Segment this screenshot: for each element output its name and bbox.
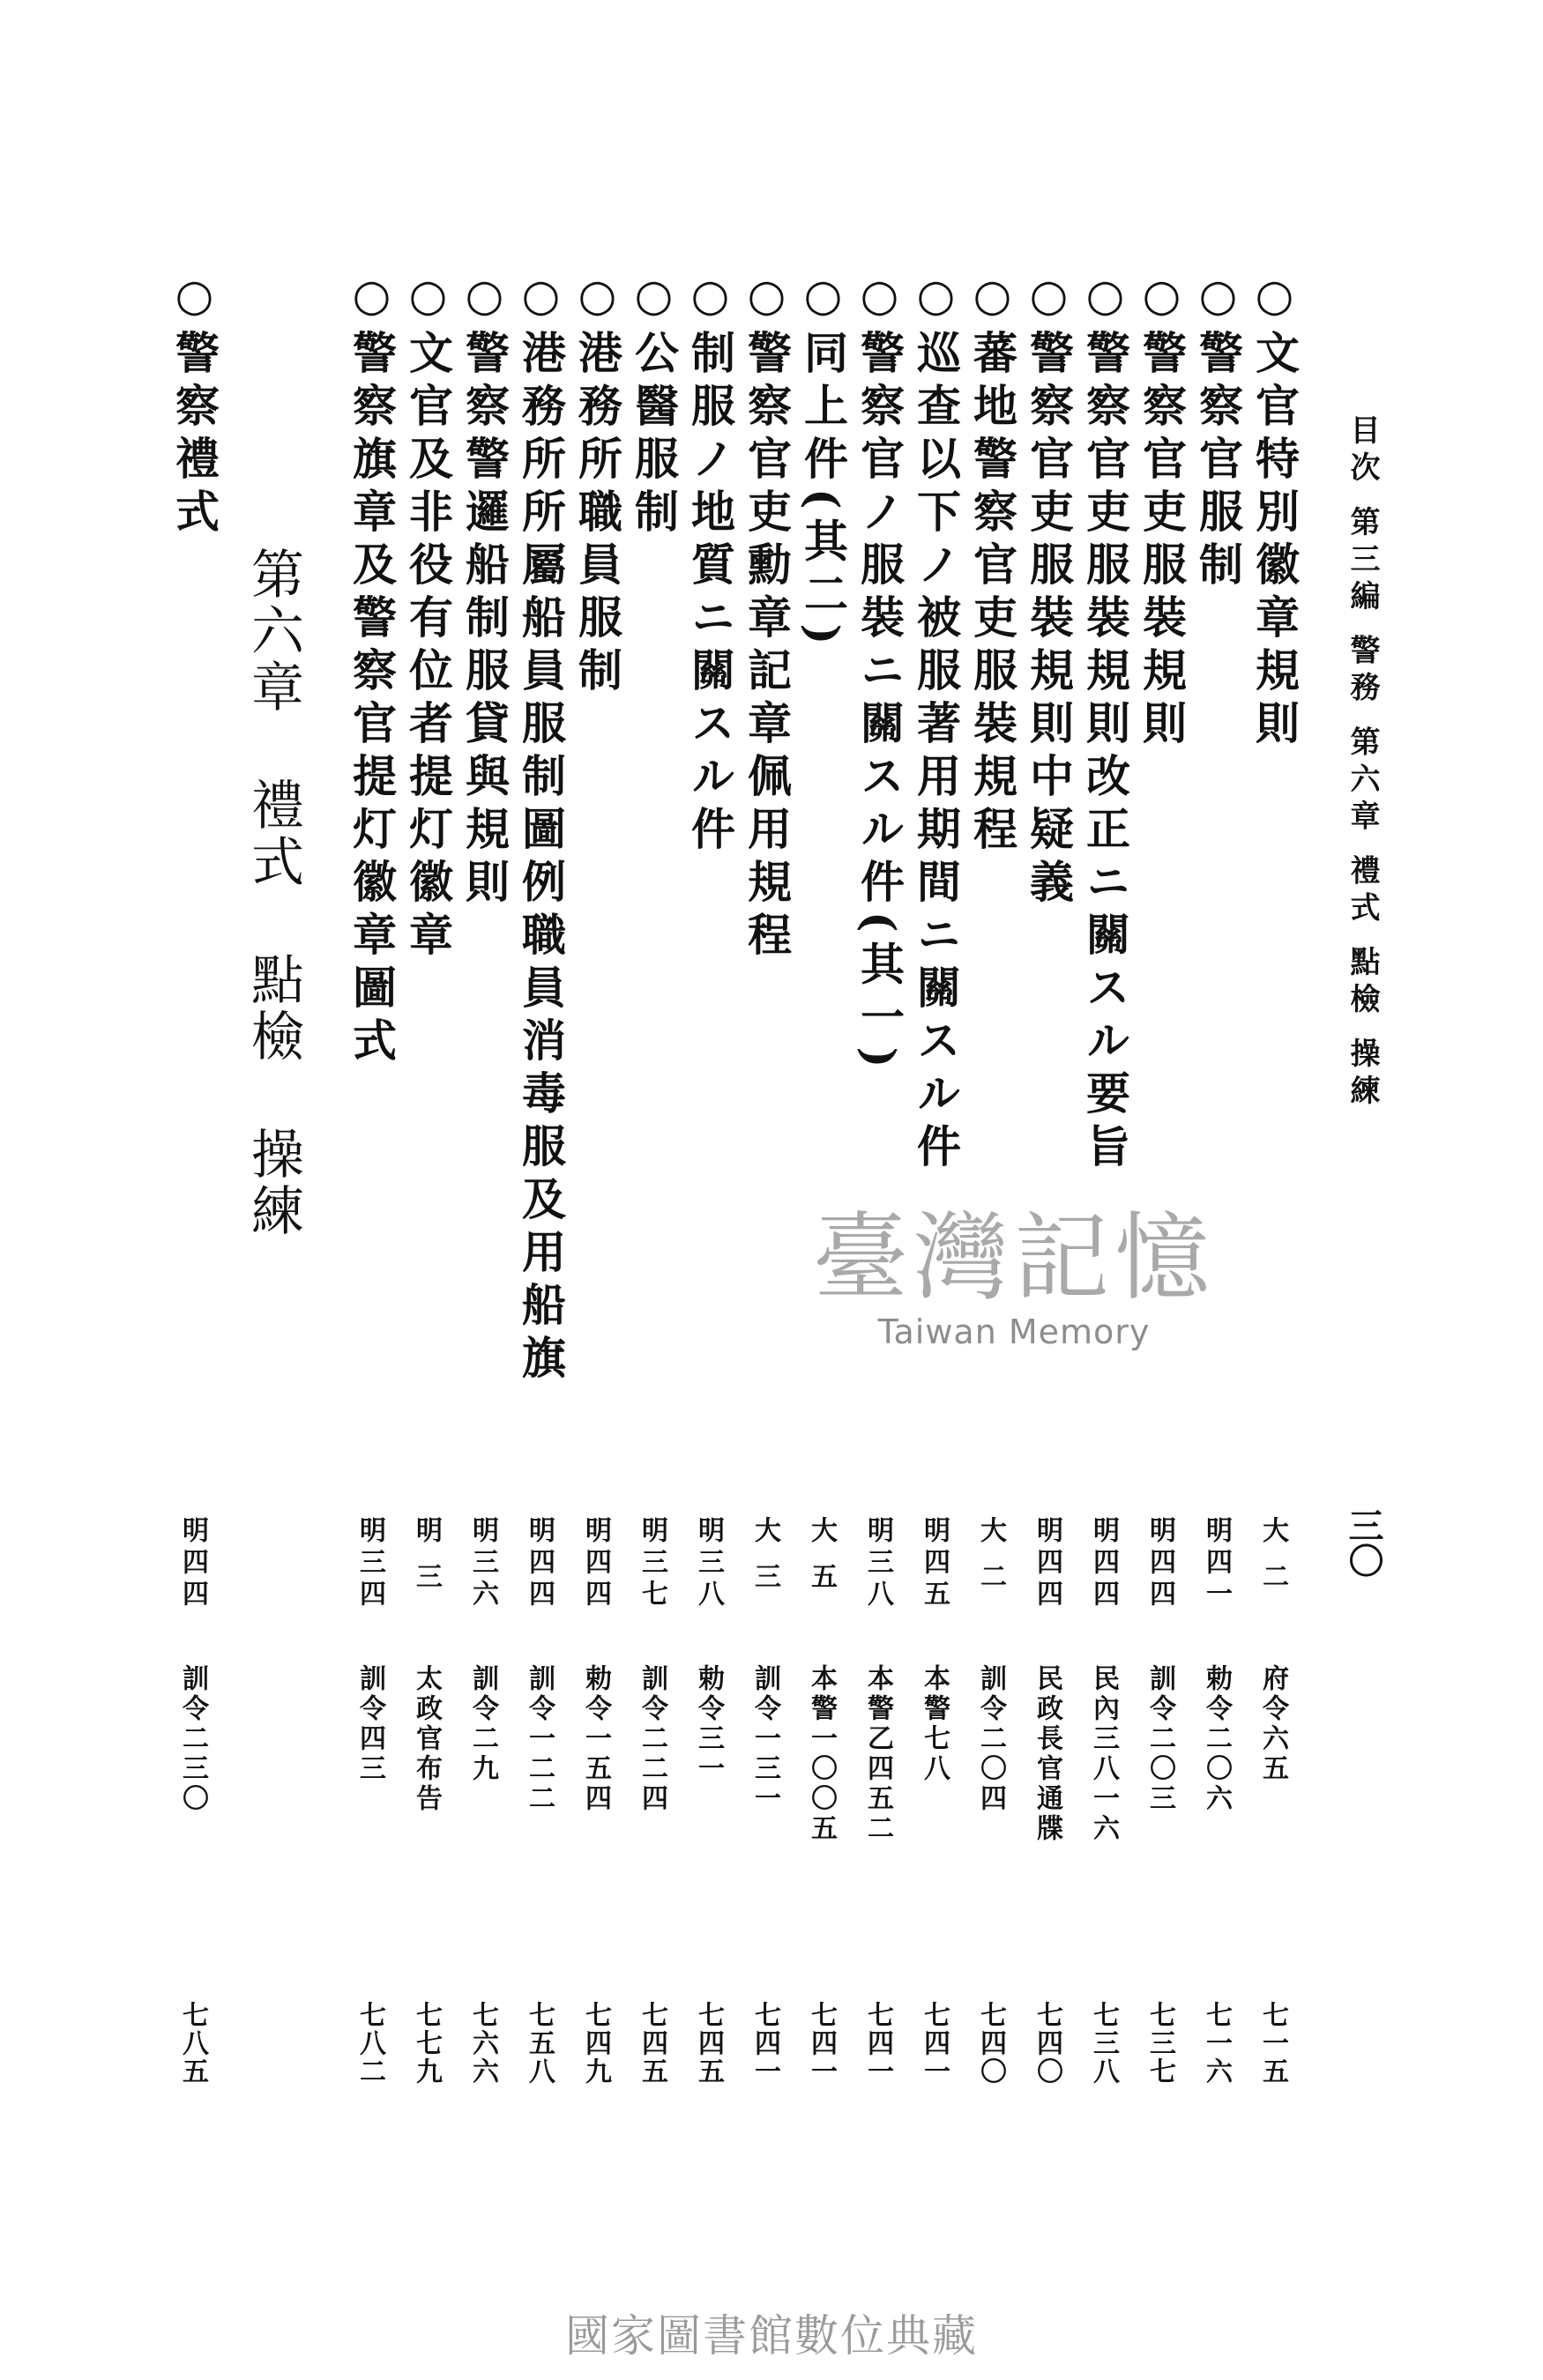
entry-era: 明三八 [862, 1516, 893, 1611]
entry-law: 勅令二〇六 [1201, 1664, 1232, 1814]
entry-page: 七四五 [693, 2001, 724, 2086]
entry-title: ○警察官吏服裝規則 [1136, 269, 1188, 753]
entry-page: 七五八 [524, 2001, 555, 2086]
entry-page: 七四五 [637, 2001, 667, 2086]
chapter-number: 第六章 [242, 547, 304, 716]
chapter-topic: 禮式 [242, 777, 304, 890]
chapter-heading [242, 547, 304, 1301]
entry-title: ○巡查以下ノ被服著用期間ニ關スル件 [910, 269, 962, 1176]
entry-era: 明四一 [1201, 1516, 1232, 1611]
entry-law: 民政長官通牒 [1032, 1664, 1062, 1844]
footer-attribution: 國家圖書館數位典藏 [565, 2310, 978, 2361]
watermark-chinese: 臺灣記憶 [812, 1203, 1215, 1313]
entry-title: ○警察官吏勳章記章佩用規程 [741, 269, 793, 964]
entry-page: 七八二 [354, 2001, 385, 2086]
entry-era: 大 三 [749, 1516, 780, 1595]
entry-era: 明三八 [693, 1516, 724, 1611]
entry-title: ○蕃地警察官吏服裝規程 [966, 269, 1018, 859]
entry-era: 大 五 [806, 1516, 837, 1595]
entry-title: ○警察官服制 [1192, 269, 1244, 594]
entry-law: 訓令二〇三 [1144, 1664, 1175, 1814]
entry-era: 明四四 [1088, 1516, 1119, 1611]
watermark-english: Taiwan Memory [877, 1313, 1151, 1351]
entry-page: 七四一 [919, 2001, 950, 2086]
entry-title: ○文官及非役有位者提灯徽章 [402, 269, 454, 964]
entry-era: 明四五 [919, 1516, 950, 1611]
entry-era: 大 二 [975, 1516, 1006, 1595]
entry-page: 七六六 [467, 2001, 498, 2086]
entry-law: 本警乙四五二 [862, 1664, 893, 1844]
entry-title: ○警察官吏服裝規則中疑義 [1023, 269, 1075, 911]
chapter-topic: 點檢 [242, 952, 304, 1065]
watermark-logo [754, 1181, 1274, 1366]
entry-page: 七四一 [749, 2001, 780, 2086]
entry-law: 勅令一五四 [580, 1664, 611, 1814]
entry-page: 七四〇 [1032, 2001, 1062, 2086]
entry-law: 太政官布告 [411, 1664, 442, 1814]
entry-page: 七一五 [1257, 2001, 1288, 2086]
entry-title: ○港務所職員服制 [571, 269, 623, 700]
entry-era: 大 二 [1257, 1516, 1288, 1595]
entry-page: 七四一 [862, 2001, 893, 2086]
entry-page: 七一六 [1201, 2001, 1232, 2086]
entry-title: ○文官特別徽章規則 [1249, 269, 1301, 753]
entry-era: 明三四 [354, 1516, 385, 1611]
entry-page: 七三七 [1144, 2001, 1175, 2086]
entry-law: 民內三八一六 [1088, 1664, 1119, 1844]
entry-law: 訓令二二四 [637, 1664, 667, 1814]
entry-law: 訓令四三 [354, 1664, 385, 1784]
entry-title: ○警察官吏服裝規則改正ニ關スル要旨 [1079, 269, 1131, 1176]
entry-era: 明四四 [1144, 1516, 1175, 1611]
entry-era: 明四四 [524, 1516, 555, 1611]
entry-title: ○公醫服制 [628, 269, 680, 541]
entry-era: 明 三 [411, 1516, 442, 1595]
entry-page: 七七九 [411, 2001, 442, 2086]
entry-law: 府令六五 [1257, 1664, 1288, 1784]
entry-law: 訓令二〇四 [975, 1664, 1006, 1814]
running-header: 目次 第三編 警務 第六章 禮式 點檢 操練 [1345, 414, 1380, 1112]
entry-page: 七四〇 [975, 2001, 1006, 2086]
entry-title: ○警察官ノ服裝ニ關スル件(其一) [853, 269, 906, 1077]
entry-page: 七八五 [177, 2001, 208, 2086]
entry-era: 明三六 [467, 1516, 498, 1611]
entry-title: ○港務所所屬船員服制圖例職員消毒服及用船旗 [515, 269, 567, 1387]
entry-era: 明四四 [1032, 1516, 1062, 1611]
entry-title: ○同上件(其二) [797, 269, 849, 654]
entry-title: ○警察旗章及警察官提灯徽章圖式 [346, 269, 398, 1070]
entry-page: 七四一 [806, 2001, 837, 2086]
entry-law: 訓令一二二 [524, 1664, 555, 1814]
entry-page: 七四九 [580, 2001, 611, 2086]
entry-era: 明四四 [177, 1516, 208, 1611]
entry-law: 訓令二三〇 [177, 1664, 208, 1814]
entry-law: 勅令三一 [693, 1664, 724, 1784]
entry-law: 本警一〇〇五 [806, 1664, 837, 1844]
entry-law: 本警七八 [919, 1664, 950, 1784]
entry-law: 訓令二九 [467, 1664, 498, 1784]
entry-page: 七三八 [1088, 2001, 1119, 2086]
entry-title: ○警察禮式 [168, 269, 220, 541]
chapter-topic: 操練 [242, 1127, 304, 1239]
entry-title: ○制服ノ地質ニ關スル件 [684, 269, 736, 859]
entry-title: ○警察警邏船制服貸與規則 [458, 269, 511, 911]
entry-law: 訓令一三一 [749, 1664, 780, 1814]
entry-era: 明四四 [580, 1516, 611, 1611]
page-number: 三〇 [1343, 1507, 1384, 1578]
entry-era: 明三七 [637, 1516, 667, 1611]
